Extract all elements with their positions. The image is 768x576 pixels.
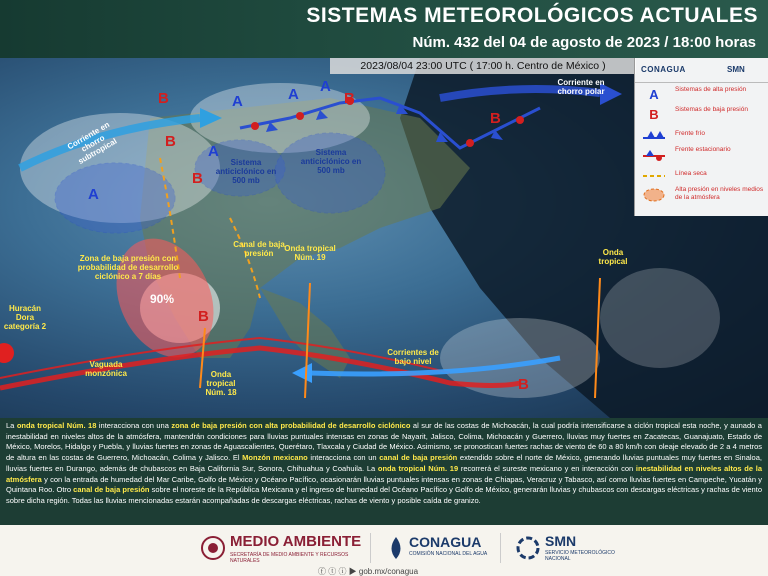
label-wave: Onda tropical <box>598 248 628 266</box>
legend-item-low <box>635 106 768 124</box>
text-segment: al sur de las costas de Michoacán, la cual podría intensificarse a ciclón tropical esta noche, y aunado a inestabilidad en niveles altos de la atmósfera, mantendrán condiciones para lluvias puntuales intensas en zonas de Nayarit, Jalisco, Colima, Michoacán y Guerrero, lluvias muy fuertes en Zacatecas, Guanajuato, Estado de México, Morelos, Hidalgo y Puebla, y lluvias fuertes en zonas de Aguascalientes, Querétaro, Tlaxcala y Ciudad de México. Asimismo, se pronostican fuertes rachas de viento de 60 a 80 km/h con oleaje elevado de 2 a 4 metros de altura en las costas de Guerrero, Michoacán, Colima y Jalisco. El <box>6 421 762 463</box>
conagua-logo: CONAGUA <box>641 65 686 74</box>
page-title: SISTEMAS METEOROLÓGICOS ACTUALES <box>306 4 758 27</box>
label-monsoon-trough: Vaguada monzónica <box>85 360 127 378</box>
text-segment: sobre el noreste de la República Mexicana y el ingreso de humedad del Océano Pacífico y Golfo de México, generarán lluvias y chubascos con descargas eléctricas y rachas de viento sobre dicha región. Todas las lluvias mencionadas estarán acompañadas de descargas eléctricas, rachas de viento y posible caída de granizo. <box>6 485 762 505</box>
smn-logo: SMN <box>727 65 745 74</box>
conagua-icon <box>385 535 407 561</box>
text-segment: y con la entrada de humedad del Mar Caribe, Golfo de México y Océano Pacífico, ocasionarán lluvias puntuales intensas en zonas de Chiapas, Veracruz y Tabasco, así como lluvias fuertes en Campeche, Yucatán y Quintana Roo. Otro <box>6 474 762 495</box>
conagua-logo-footer <box>385 533 501 563</box>
legend-label: Alta presión en niveles medios de la atmósfera <box>675 186 764 201</box>
high-symbol: A <box>288 86 299 103</box>
low-symbol: B <box>192 170 203 187</box>
text-segment: interacciona con un <box>307 453 380 463</box>
highlight: inestabilidad en niveles altos de la atmósfera <box>6 463 763 484</box>
high-symbol: A <box>232 93 243 110</box>
header <box>0 0 768 58</box>
smn-icon <box>515 535 541 561</box>
description-paragraph <box>0 418 768 507</box>
mid-level-high-icon <box>641 187 667 203</box>
highlight: canal de baja presión <box>379 453 458 463</box>
conagua-sub: COMISIÓN NACIONAL DEL AGUA <box>409 551 488 557</box>
low-symbol: B <box>518 376 529 393</box>
label-wave-18: Onda tropical Núm. 18 <box>205 370 237 397</box>
low-symbol: B <box>490 110 501 127</box>
cold-front-icon <box>641 127 667 143</box>
legend-label: Línea seca <box>675 170 707 177</box>
label-wave-19: Onda tropical Núm. 19 <box>284 244 336 262</box>
legend-item-cold-front <box>635 126 768 144</box>
medio-ambiente-sub: SECRETARÍA DE MEDIO AMBIENTE Y RECURSOS NATURALES <box>230 552 349 564</box>
current-arrow <box>292 363 312 383</box>
legend-item-mid-high <box>635 186 768 214</box>
label-polar-jet: Corriente en chorro polar <box>557 78 605 96</box>
high-symbol: A <box>320 78 331 95</box>
smn-logo-footer <box>515 533 615 563</box>
label-hurricane: Huracán Dora categoría 2 <box>3 304 47 331</box>
text-segment: La <box>6 421 17 430</box>
bulletin-description <box>0 418 768 525</box>
text-segment: recorrerá el sureste mexicano y en interacción con <box>458 463 636 473</box>
highlight: zona de baja presión con alta probabilidad de desarrollo ciclónico <box>171 421 411 430</box>
low-symbol: B <box>198 308 209 325</box>
highlight: canal de baja presión <box>73 485 150 495</box>
legend-item-dry-line <box>635 166 768 184</box>
legend-symbol: A <box>649 87 659 102</box>
dry-line-icon <box>641 167 667 183</box>
bulletin-number: Núm. 432 del 04 de agosto de 2023 / 18:00 horas <box>412 34 756 51</box>
footer <box>0 525 768 576</box>
legend-label: Frente frío <box>675 130 705 137</box>
text-segment: extendido sobre el norte de México, generando lluvias puntuales muy fuertes en Sinaloa, lluvias fuertes en Durango, además de chubascos en Baja California Sur, Sonora, Chihuahua y Coahuila. La <box>6 453 762 473</box>
social-icons: ⓕ ⓣ ⓘ ▶ <box>318 567 359 576</box>
low-symbol: B <box>158 90 169 107</box>
legend-label: Sistemas de alta presión <box>675 86 747 93</box>
highlight: onda tropical Núm. 19 <box>377 463 459 473</box>
eagle-seal-icon <box>200 535 226 561</box>
label-anticyclone-1: Sistema anticiclónico en 500 mb <box>215 158 277 185</box>
stationary-front-icon <box>641 147 667 163</box>
highlight: Monzón mexicano <box>242 453 308 463</box>
medio-ambiente-logo <box>200 533 371 563</box>
timestamp: 2023/08/04 23:00 UTC ( 17:00 h. Centro de México ) <box>330 58 636 74</box>
social-links[interactable] <box>318 566 418 576</box>
smn-name: SMN <box>545 533 577 549</box>
legend-logos <box>635 58 768 83</box>
medio-ambiente-name: MEDIO AMBIENTE <box>230 533 362 550</box>
legend-item-stationary-front <box>635 146 768 164</box>
website-link[interactable]: gob.mx/conagua <box>358 567 419 576</box>
label-low-zone: Zona de baja presión con probabilidad de desarrollo ciclónico a 7 días <box>77 254 179 281</box>
low-symbol: B <box>165 133 176 150</box>
conagua-name: CONAGUA <box>409 534 482 550</box>
label-probability: 90% <box>150 292 175 306</box>
label-subtropical-jet: Corriente en chorro subtropical <box>65 120 119 166</box>
legend-symbol: B <box>649 107 659 122</box>
label-low-level-currents: Corrientes de bajo nivel <box>387 348 439 366</box>
hurricane-icon <box>0 343 14 363</box>
high-symbol: A <box>208 143 219 160</box>
legend-item-high <box>635 86 768 104</box>
legend-label: Frente estacionario <box>675 146 731 153</box>
high-symbol: A <box>88 186 99 203</box>
text-segment: interacciona con una <box>96 421 172 430</box>
cloud-mass <box>600 268 720 368</box>
high-pressure-area <box>55 163 175 233</box>
label-anticyclone-2: Sistema anticiclónico en 500 mb <box>300 148 362 175</box>
legend-label: Sistemas de baja presión <box>675 106 748 113</box>
legend <box>634 58 768 216</box>
highlight: onda tropical Núm. 18 <box>16 421 97 430</box>
label-trough: Canal de baja presión <box>233 240 285 258</box>
satellite-map <box>0 58 768 418</box>
low-symbol: B <box>344 90 355 107</box>
smn-sub: SERVICIO METEOROLÓGICO NACIONAL <box>545 550 615 562</box>
central-america-land <box>260 288 350 378</box>
